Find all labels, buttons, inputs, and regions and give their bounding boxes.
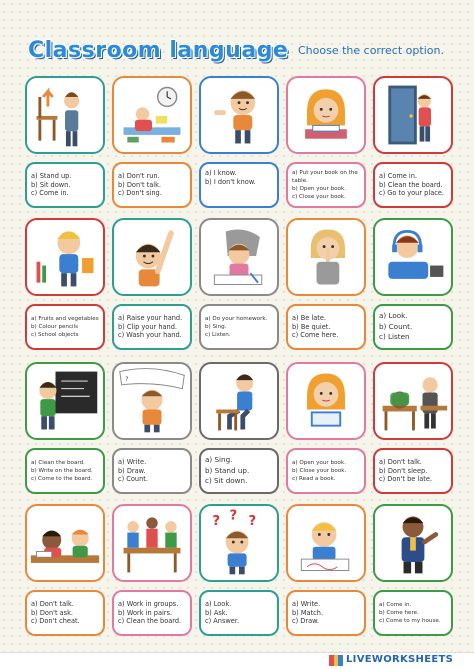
option-c[interactable]: c) Don't cheat.	[31, 617, 80, 626]
option-c[interactable]: c) Listen	[379, 332, 410, 342]
options-box	[286, 162, 366, 208]
options-box	[112, 590, 192, 636]
options-box	[25, 162, 105, 208]
option-a[interactable]: a) Raise your hand.	[118, 313, 183, 322]
option-b[interactable]: b) Don't talk.	[118, 180, 162, 189]
option-a[interactable]: a) Don't talk.	[31, 599, 74, 608]
be-quiet-icon	[286, 218, 366, 296]
option-c[interactable]: c) Sit down.	[205, 476, 248, 486]
svg-text:?: ?	[125, 377, 129, 384]
option-b[interactable]: b) Count.	[379, 321, 413, 331]
put-book-on-table-icon	[286, 76, 366, 154]
option-a[interactable]: a) Be late.	[292, 313, 326, 322]
options-box	[25, 304, 105, 350]
svg-text:?: ?	[248, 513, 257, 529]
option-a[interactable]: a) Put your book on the table.	[292, 169, 358, 184]
ask-icon	[199, 504, 279, 582]
option-a[interactable]: a) Stand up.	[31, 171, 72, 180]
option-b[interactable]: b) Ask.	[205, 608, 228, 617]
option-b[interactable]: b) Stand up.	[205, 465, 250, 475]
option-c[interactable]: c) Clean the board.	[118, 617, 182, 626]
option-a[interactable]: a) Sing.	[205, 454, 233, 464]
options-box	[199, 590, 279, 636]
options-box	[199, 448, 279, 494]
page-title: Classroom language	[28, 38, 289, 63]
options-box	[373, 590, 453, 636]
listen-icon	[373, 218, 453, 296]
option-a[interactable]: a) Write.	[118, 457, 147, 466]
option-c[interactable]: c) Count.	[118, 475, 148, 484]
option-b[interactable]: b) Don't ask.	[31, 608, 74, 617]
option-c[interactable]: c) School objects	[31, 332, 79, 339]
option-b[interactable]: b) Match.	[292, 608, 324, 617]
option-a[interactable]: a) Don't run.	[118, 171, 160, 180]
write-on-board-icon	[25, 362, 105, 440]
option-c[interactable]: c) Draw.	[292, 617, 320, 626]
header	[28, 38, 458, 64]
option-b[interactable]: b) Sing.	[205, 323, 227, 330]
options-box	[286, 448, 366, 494]
exercise-grid	[25, 76, 453, 646]
option-a[interactable]: a) Look.	[205, 599, 232, 608]
liveworksheets-logo-icon	[329, 654, 343, 667]
come-here-icon	[373, 504, 453, 582]
option-b[interactable]: b) Close your book.	[292, 467, 347, 474]
options-box	[25, 448, 105, 494]
i-know-icon	[199, 76, 279, 154]
option-a[interactable]: a) Work in groups.	[118, 599, 179, 608]
come-in-icon	[373, 76, 453, 154]
svg-text:?: ?	[229, 508, 238, 524]
options-box	[199, 162, 279, 208]
options-box	[199, 304, 279, 350]
option-c[interactable]: c) Read a book.	[292, 476, 336, 483]
option-a[interactable]: a) Look.	[379, 310, 408, 320]
option-a[interactable]: a) Open your book.	[292, 459, 346, 466]
option-c[interactable]: c) Come in.	[31, 189, 69, 198]
option-b[interactable]: b) Colour pencils	[31, 323, 79, 330]
option-c[interactable]: c) Come here.	[292, 331, 339, 340]
option-b[interactable]: b) Write on the board.	[31, 467, 93, 474]
svg-text:?: ?	[212, 513, 221, 529]
options-box	[112, 162, 192, 208]
option-c[interactable]: c) Don't be late.	[379, 475, 433, 484]
options-box	[286, 304, 366, 350]
option-b[interactable]: b) Open your book.	[292, 186, 346, 192]
options-box	[25, 590, 105, 636]
option-a[interactable]: a) Come in.	[379, 171, 418, 180]
draw-icon	[286, 504, 366, 582]
option-b[interactable]: b) Come here.	[379, 609, 419, 616]
option-a[interactable]: a) Do your homework.	[205, 315, 268, 322]
option-c[interactable]: c) Go to your place.	[379, 189, 445, 198]
options-box	[373, 304, 453, 350]
option-c[interactable]: c) Listen.	[205, 332, 231, 339]
option-c[interactable]: c) Don't sing.	[118, 189, 162, 198]
fruits-vegetables-icon	[25, 218, 105, 296]
option-b[interactable]: b) Clean the board.	[379, 180, 443, 189]
options-box	[112, 448, 192, 494]
option-b[interactable]: b) Be quiet.	[292, 322, 331, 331]
instruction-text: Choose the correct option.	[298, 44, 444, 57]
option-a[interactable]: a) Don't talk.	[379, 457, 422, 466]
option-a[interactable]: a) Fruits and vegetables	[31, 315, 99, 322]
option-c[interactable]: c) Answer.	[205, 617, 240, 626]
option-b[interactable]: b) I don't know.	[205, 177, 256, 186]
homework-icon	[199, 218, 279, 296]
group-work-icon	[112, 504, 192, 582]
options-box	[373, 162, 453, 208]
options-box	[286, 590, 366, 636]
option-c[interactable]: c) Come to the board.	[31, 476, 93, 483]
close-book-icon	[286, 362, 366, 440]
option-b[interactable]: b) Draw.	[118, 466, 146, 475]
options-box	[373, 448, 453, 494]
stand-up-icon	[25, 76, 105, 154]
dont-cheat-icon	[25, 504, 105, 582]
count-icon	[112, 362, 192, 440]
dont-sleep-icon	[373, 362, 453, 440]
dont-run-icon	[112, 76, 192, 154]
option-b[interactable]: b) Don't sleep.	[379, 466, 428, 475]
option-c[interactable]: c) Close your book.	[292, 194, 346, 201]
option-a[interactable]: a) Come in.	[379, 601, 412, 608]
option-a[interactable]: a) Clean the board.	[31, 459, 85, 466]
option-b[interactable]: b) Work in pairs.	[118, 608, 173, 617]
option-b[interactable]: b) Sit down.	[31, 180, 71, 189]
options-box	[112, 304, 192, 350]
brand-name[interactable]: LIVEWORKSHEETS	[346, 654, 454, 665]
option-c[interactable]: c) Wash your hand.	[118, 331, 182, 340]
option-c[interactable]: c) Come to my house.	[379, 618, 441, 625]
raise-hand-icon	[112, 218, 192, 296]
sit-down-icon	[199, 362, 279, 440]
option-a[interactable]: a) Write.	[292, 599, 321, 608]
option-a[interactable]: a) I know.	[205, 169, 237, 177]
option-b[interactable]: b) Clip your hand.	[118, 322, 178, 331]
